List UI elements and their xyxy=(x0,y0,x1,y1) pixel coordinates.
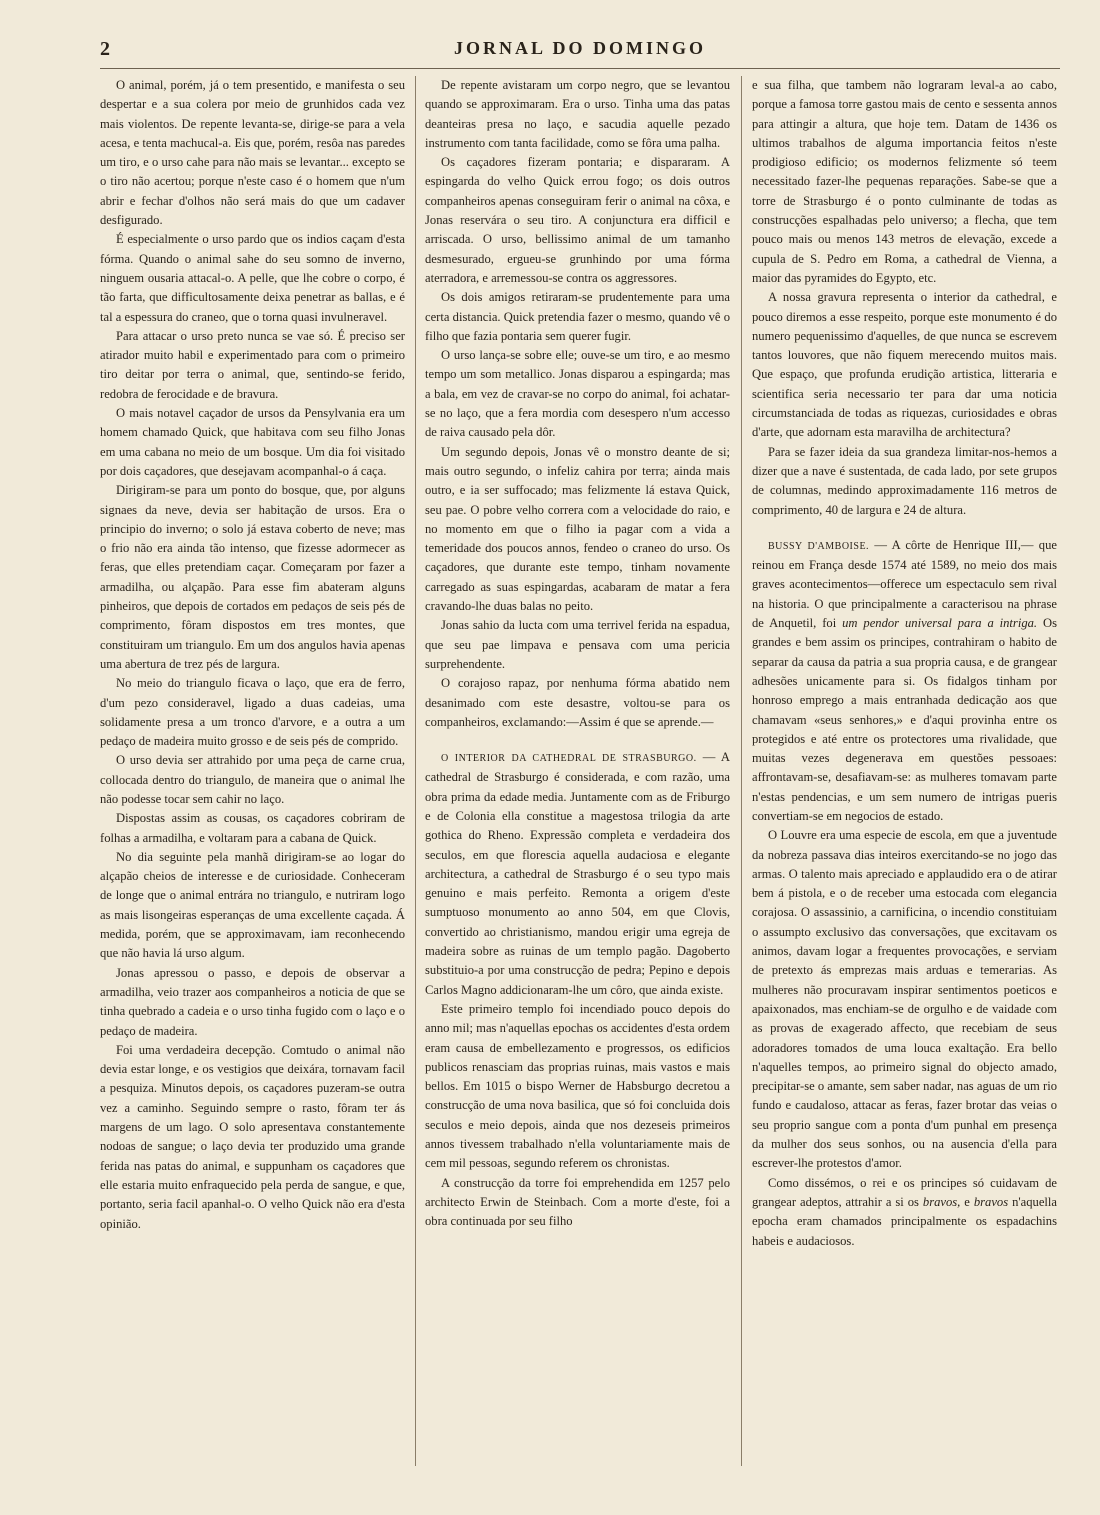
section-text: — A côrte de Henrique III,— que reinou em França desde 1574 até 1589, no meio dos mais graves acontecimentos—offerece um espectaculo sem rival na historia. O que principalmente a caracterisou na phrase de Anquetil, foi xyxy=(752,537,1057,631)
paragraph: Um segundo depois, Jonas vê o monstro deante de si; mais outro segundo, o infeliz cahira por terra; ainda mais outro, e ia ser suffocado; mas felizmente lá estava Quick, seu pae. O pobre velho correra com a velocidade do raio, e no momento em que o filho ia pagar com a vida a temeridade dos poucos annos, fendeo o craneo do urso. Os caçadores, que durante este tempo, tinham novamente carregado as suas espingardas, acabaram de matar a fera cravando-lhe duas balas no peito. xyxy=(425,444,730,614)
page-header xyxy=(100,34,1060,69)
paragraph: Jonas sahio da lucta com uma terrivel ferida na espadua, que seu pae limpava e pensava com uma pericia surprehendente. xyxy=(425,618,730,671)
paragraph: O Louvre era uma especie de escola, em que a juventude da nobreza passava dias inteiros exercitando-se no jogo das armas. O talento mais apreciado e applaudido era o de atirar bem á pistola, e o de receber uma estocada com elegancia corajosa. O assassinio, a carnificina, o incendio constituiam o assumpto exclusivo das conversações, que excitavam os animos, davam logar a frequentes provocações, e serviam de pretexto ás emprezas mais arduas e temerarias. As mulheres não procuravam inspirar sentimentos poeticos e apaixonados, mas enchiam-se de orgulho e de vaidade com as provas de exagerado affecto, que recebiam de seus adoradores tomados de uma louca exaltação. Era bello n'aquelles tempos, ao primeiro signal do objecto amado, precipitar-se o amante, sem saber nadar, nas aguas de um rio fundo e caudaloso, attacar as feras, fazer brotar das veias o seu proprio sangue com a ponta d'um punhal em presença da mulher dos seus sonhos, ou na ausencia d'ella para escrever-lhe protestos d'amor. xyxy=(752,828,1057,1171)
section-paragraph xyxy=(425,748,730,1000)
paragraph: Dirigiram-se para um ponto do bosque, que, por alguns signaes da neve, devia ser habitação de ursos. Era o principio do inverno; o solo já estava coberto de neve; mas o frio não era ainda tão intenso, que fizesse adormecer as feras, que elles pretendiam caçar. Começaram por fazer a armadilha, ou alçapão. Para esse fim abateram alguns pinheiros, que depois de cortados em pedaços de seis pés de comprimento, fôram dispostos em tres montes, que constituiram um triangulo. Em um dos angulos havia apenas uma abertura de trez pés de largura. xyxy=(100,483,405,671)
section-heading: BUSSY D'AMBOISE. xyxy=(768,540,870,552)
paragraph: A nossa gravura representa o interior da cathedral, e pouco diremos a esse respeito, porque este monumento é do numero pequenissimo d'aquelles, de que nunca se escrevem tantos louvores, que não fiquem merecendo muitos mais. Que espaço, que profunda erudição artistica, litteraria e scientifica seria necessario ter para dar uma noticia circumstanciada de todas as riquezas, curiosidades e obras d'arte, que adornam esta maravilha de architectura? xyxy=(752,290,1057,440)
paragraph: O animal, porém, já o tem presentido, e manifesta o seu despertar e a sua colera por meio de grunhidos cada vez mais violentos. De repente levanta-se, dirige-se para a vela acesa, e tenta machucal-a. Eis que, porém, resôa nas paredes um tiro, e o urso cahe para não mais se levantar... excepto se o tiro não acertou; porque n'este caso é o homem que n'um abrir e fechar d'olhos não será mais do que um cadaver desfigurado. xyxy=(100,78,405,228)
paragraph: No dia seguinte pela manhã dirigiram-se ao logar do alçapão cheios de interesse e de curiosidade. Conheceram de longe que o animal entrára no triangulo, e nutriram logo as mais lisongeiras esperanças de uma excellente caçada. Á medida, porém, que se approximavam, iam reconhecendo que não havia lá urso algum. xyxy=(100,849,405,961)
masthead-title: JORNAL DO DOMINGO xyxy=(453,38,706,58)
paragraph: É especialmente o urso pardo que os indios caçam d'esta fórma. Quando o animal sahe do seu somno de inverno, ninguem ousaria attacal-o. A pelle, que lhe cobre o corpo, é tão farta, que difficultosamente deixa penetrar as ballas, e é tal a espessura do craneo, que o torna quasi invulneravel. xyxy=(100,232,405,324)
paragraph: No meio do triangulo ficava o laço, que era de ferro, d'um pezo consideravel, ligado a duas cadeias, uma solidamente presa a um tronco d'arvore, e a outra a um pedaço de madeira muito grosso e de seis pés de comprido. xyxy=(100,676,405,749)
paragraph: Foi uma verdadeira decepção. Comtudo o animal não devia estar longe, e os vestigios que deixára, tornavam facil a pesquiza. Minutos depois, os caçadores puzeram-se outra vez a caminho. Seguindo sempre o rasto, fôram ter ás margens de um lago. O solo apresentava constantemente nodoas de sangue; o laço devia ter produzido uma grande ferida nas patas do animal, e suppunham os caçadores que elle estaria muito enfraquecido pela perda de sangue, e que, portanto, seria facil apanhal-o. O velho Quick não era d'esta opinião. xyxy=(100,1042,405,1231)
paragraph: Este primeiro templo foi incendiado pouco depois do anno mil; mas n'aquellas epochas os accidentes d'esta ordem eram causa de embellezamento e progressos, os edificios publicos renasciam das proprias ruinas, mais vastos e mais bellos. Em 1015 o bispo Werner de Habsburgo decretou a construcção de uma nova basilica, que só foi concluida dois seculos e meio depois, ainda que nos dezeseis primeiros annos tivessem trabalhado n'ella voluntariamente mais de cem mil pessoas, segundo referem os chronistas. xyxy=(425,1001,730,1171)
column-2 xyxy=(425,76,730,1476)
paragraph: Para se fazer ideia da sua grandeza limitar-nos-hemos a dizer que a nave é sustentada, de cada lado, por sete grupos de columnas, medindo approximadamente 116 metros de comprimento, 40 de largura e 24 de altura. xyxy=(752,444,1057,517)
paragraph: Os caçadores fizeram pontaria; e dispararam. A espingarda do velho Quick errou fogo; os dois outros companheiros apenas conseguiram ferir o animal na côxa, e Jonas reservára o seu tiro. A conjunctura era difficil e arriscada. O urso, bellissimo animal de um tamanho desmesurado, ergueu-se grunhindo por uma fórma aterradora, e arremessou-se contra os aggressores. xyxy=(425,155,730,285)
text-run: Como dissémos, o rei e os principes só cuidavam de grangear adeptos, attrahir a si os xyxy=(752,1175,1057,1209)
text-run: e xyxy=(964,1194,970,1209)
paragraph: O urso devia ser attrahido por uma peça de carne crua, collocada dentro do triangulo, de maneira que o animal lhe não podesse tocar sem cahir no laço. xyxy=(100,753,405,806)
column-3 xyxy=(752,76,1057,1476)
paragraph: O urso lança-se sobre elle; ouve-se um tiro, e ao mesmo tempo um som metallico. Jonas disparou a espingarda; mas a bala, em vez de cravar-se no corpo do animal, foi achatar-se no laço, que a fera mordia com desespero n'um accesso de raiva causado pela dôr. xyxy=(425,348,730,440)
section-text: — A cathedral de Strasburgo é considerada, e com razão, uma obra prima da edade media. Juntamente com as de Friburgo e de Colonia ella constitue a magestosa trilogia da arte gothica do Rheno. Expressão completa e verdadeira dos seculos, em que florescia aquella audaciosa e elegante architectura, a cathedral de Strasburgo é o seu typo mais genuino e mais perfeito. Remonta a origem d'este sumptuoso monumento ao anno 504, em que Clovis, convertido ao christianismo, mandou erigir uma egreja de madeira sobre as ruinas de um templo pagão. Dagoberto substituio-a por uma construcção de pedra; Pepino e depois Carlos Magno addicionaram-lhe um côro, que ainda existe. xyxy=(425,750,730,997)
paragraph: O corajoso rapaz, por nenhuma fórma abatido nem desanimado com este desastre, voltou-se para os companheiros, exclamando:—Assim é que se aprende.— xyxy=(425,676,730,729)
paragraph: O mais notavel caçador de ursos da Pensylvania era um homem chamado Quick, que habitava com seu filho Jonas em uma cabana no meio de um bosque. Um dia foi visitado por dois caçadores, que desejavam acompanhal-o á caça. xyxy=(100,406,405,478)
paragraph: Para attacar o urso preto nunca se vae só. É preciso ser atirador muito habil e experimentado para com o primeiro tiro deitar por terra o animal, que, sentindo-se ferido, redobra de ferocidade e de bravura. xyxy=(100,328,405,401)
page-number: 2 xyxy=(100,38,110,60)
paragraph: A construcção da torre foi emprehendida em 1257 pelo architecto Erwin de Steinbach. Com a morte d'este, foi a obra continuada por seu filho xyxy=(425,1175,730,1229)
section-heading: O INTERIOR DA CATHEDRAL DE STRASBURGO. xyxy=(441,753,697,765)
paragraph: e sua filha, que tambem não lograram leval-a ao cabo, porque a famosa torre gastou mais de cento e sessenta annos para attingir a altura, que hoje tem. Datam de 1436 os ultimos trabalhos de alguma importancia feitos n'este prodigioso edificio; os modernos felizmente só teem necessitado fazer-lhe pequenas reparações. Sabe-se que a torre de Strasburgo é o ponto culminante de todas as construcções espalhadas pelo universo; a flecha, que tem pouco mais ou menos 143 metros de elevação, excede a cupula de S. Pedro em Roma, a cathedral de Vienna, a maior das pyramides do Egypto, etc. xyxy=(752,78,1057,285)
emphasis-text: um pendor universal para a intriga. xyxy=(842,616,1038,631)
paragraph: Dispostas assim as cousas, os caçadores cobriram de folhas a armadilha, e voltaram para a cabana de Quick. xyxy=(100,811,405,845)
paragraph: Os dois amigos retiraram-se prudentemente para uma certa distancia. Quick pretendia fazer o mesmo, quando vê o filho que fazia pontaria sem querer fugir. xyxy=(425,290,730,343)
emphasis-text: bravos, xyxy=(922,1194,961,1209)
column-1 xyxy=(100,76,405,1476)
section-text: Os grandes e bem assim os principes, contrahiram o habito de separar da causa da patria a sua propria causa, e de grangear adhesões unicamente para si. Os fidalgos tinham por honroso emprego a mais entranhada dedicação aos que chamavam «seus senhores,» e d'aqui provinha entre os protegidos e até entre os protectores uma rivalidade, que muitas vezes degenerava em questões pessoaes: affrontavam-se, desafiavam-se: as mulheres tomavam parte n'estas pendencias, e um sem numero de intrigas pueris convertiam-se em negocios de estado. xyxy=(752,616,1057,823)
paragraph: Jonas apressou o passo, e depois de observar a armadilha, veio trazer aos companheiros a noticia de que se tinha quebrado a cadeia e o urso tinha fugido com o laço e o pedaço de madeira. xyxy=(100,965,405,1038)
column-rule xyxy=(741,76,742,1466)
section-paragraph xyxy=(752,536,1057,826)
text-run: n'aquella epocha eram chamados principalmente os espadachins habeis e audaciosos. xyxy=(752,1194,1057,1248)
emphasis-text: bravos xyxy=(973,1194,1009,1209)
paragraph xyxy=(752,1174,1057,1251)
paragraph: De repente avistaram um corpo negro, que se levantou quando se approximaram. Era o urso. Tinha uma das patas deanteiras presa no laço, e sacudia aquelle pezado instrumento com tanta facilidade, como se fôra uma palha. xyxy=(425,78,730,150)
column-rule xyxy=(415,76,416,1466)
